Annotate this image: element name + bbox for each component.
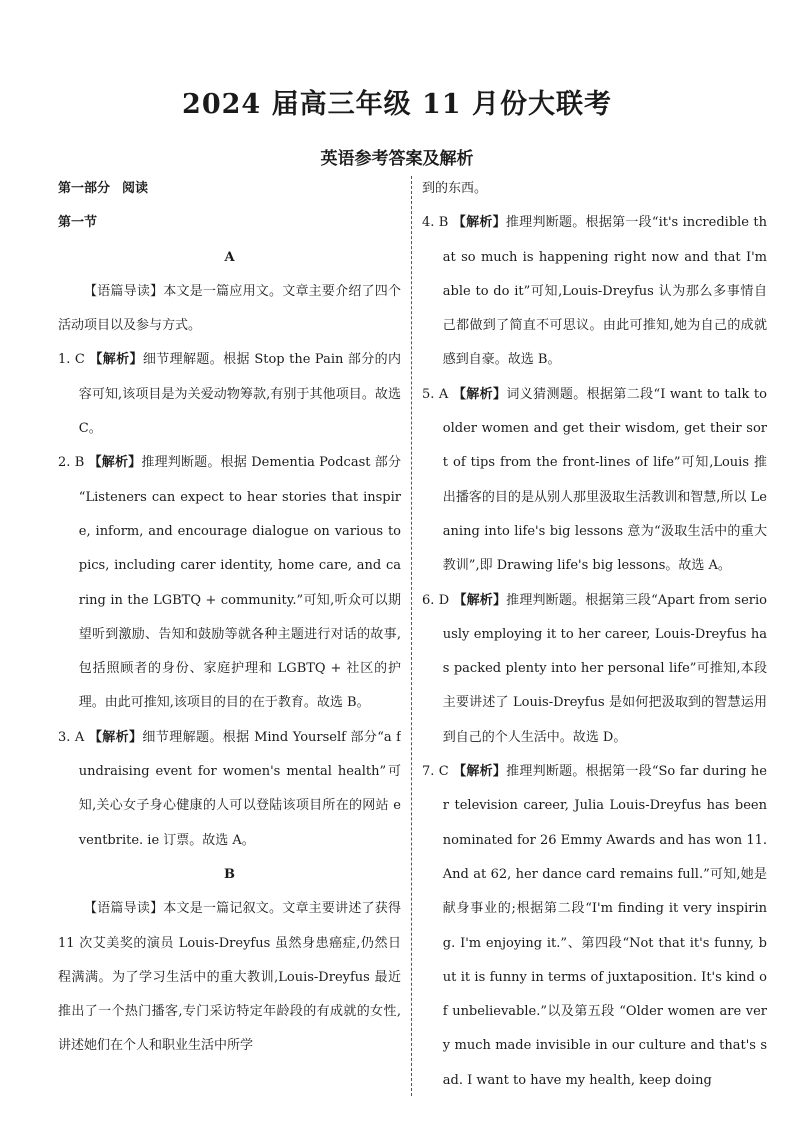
analysis-text: 细节理解题。根据 Mind Yourself 部分“a fundraising event for women's mental health”可知,关心女子身心健康的人可以登陆该项目所在的网站 eventbrite. ie 订票。故选 A。	[78, 729, 401, 848]
passage-b-letter: B	[224, 866, 235, 882]
question-number: 6. D	[422, 592, 450, 608]
left-column	[58, 172, 401, 1095]
question-number: 2. B	[58, 455, 85, 471]
question-item	[422, 378, 767, 584]
question-number: 1. C	[58, 352, 85, 368]
guide-text: 本文是一篇应用文。文章主要介绍了四个活动项目以及参与方式。	[58, 283, 401, 334]
question-item	[422, 206, 767, 377]
guide-tag: 【语篇导读】	[84, 283, 164, 299]
analysis-tag: 【解析】	[88, 729, 143, 745]
question-number: 5. A	[422, 386, 449, 402]
analysis-text: 推理判断题。根据第三段“Apart from seriously employing it to her career, Louis-Dreyfus has packed plenty into her personal life”可推知,本段主要讲述了 Louis-Dreyfus 是如何把汲取到的智慧运用到自己的个人生活中。故选 D。	[442, 592, 767, 745]
page-subtitle: 英语参考答案及解析	[320, 149, 474, 169]
question-number: 3. A	[58, 729, 85, 745]
question-item	[58, 721, 401, 858]
right-column	[422, 172, 767, 1095]
analysis-tag: 【解析】	[453, 592, 507, 608]
part-name: 阅读	[122, 181, 149, 196]
analysis-text: 细节理解题。根据 Stop the Pain 部分的内容可知,该项目是为关爱动物筹款,有别于其他项目。故选 C。	[78, 352, 401, 437]
analysis-tag: 【解析】	[89, 352, 143, 368]
guide-text: 本文是一篇记叙文。文章主要讲述了获得 11 次艾美奖的演员 Louis-Dreyfus 虽然身患癌症,仍然日程满满。为了学习生活中的重大教训,Louis-Dreyfus 最近推出了一个热门播客,专门采访特定年龄段的有成就的女性,讲述她们在个人和职业生活中所学	[58, 901, 401, 1054]
part-heading	[58, 172, 401, 206]
analysis-tag: 【解析】	[452, 386, 507, 402]
analysis-text: 推理判断题。根据 Dementia Podcast 部分 “Listeners can expect to hear stories that inspire, inform, and encourage dialogue on various topics, including carer identity, home care, and caring in the LGBTQ + community.”可知,听众可以期望听到激励、告知和鼓励等就各种主题进行对话的故事,包括照顾者的身份、家庭护理和 LGBTQ + 社区的护理。由此可推知,该项目的目的在于教育。故选 B。	[78, 455, 401, 711]
question-item	[58, 446, 401, 720]
analysis-text: 词义猜测题。根据第二段“I want to talk to older women and get their wisdom, get their sort of tips from the front-lines of life”可知,Louis 推出播客的目的是从别人那里汲取生活教训和智慧,所以 Leaning into life's big lessons 意为“汲取生活中的重大教训”,即 Drawing life's big lessons。故选 A。	[442, 386, 767, 574]
column-divider	[411, 176, 412, 1096]
question-item	[422, 755, 767, 1095]
passage-b-guide	[58, 892, 401, 1063]
guide-tag: 【语篇导读】	[84, 901, 164, 917]
question-item	[58, 343, 401, 446]
page-title: 2024 届高三年级 11 月份大联考	[182, 89, 612, 120]
analysis-text: 推理判断题。根据第一段“it's incredible that so much is happening right now and that I'm able to do it”可知,Louis-Dreyfus 认为那么多事情自己都做到了简直不可思议。由此可推知,她为自己的成就感到自豪。故选 B。	[442, 215, 767, 368]
passage-a-letter: A	[224, 249, 235, 265]
analysis-tag: 【解析】	[452, 215, 506, 231]
passage-a-guide	[58, 275, 401, 344]
question-number: 7. C	[422, 764, 449, 780]
section-heading: 第一节	[58, 215, 98, 231]
question-number: 4. B	[422, 215, 449, 231]
analysis-tag: 【解析】	[453, 764, 507, 780]
continued-text: 到的东西。	[422, 181, 488, 196]
analysis-tag: 【解析】	[88, 455, 142, 471]
question-item	[422, 584, 767, 755]
analysis-text: 推理判断题。根据第一段“So far during her television career, Julia Louis-Dreyfus has been nominated for 26 Emmy Awards and has won 11. And at 62, her dance card remains full.”可知,她是献身事业的;根据第二段“I'm finding it very inspiring. I'm enjoying it.”、第四段“Not that it's funny, but it is funny in terms of juxtaposition. It's kind of unbelievable.”以及第五段 “Older women are very much made invisible in our culture and that's sad. I want to have my health, keep doing	[442, 764, 767, 1088]
part-label: 第一部分	[58, 181, 111, 196]
